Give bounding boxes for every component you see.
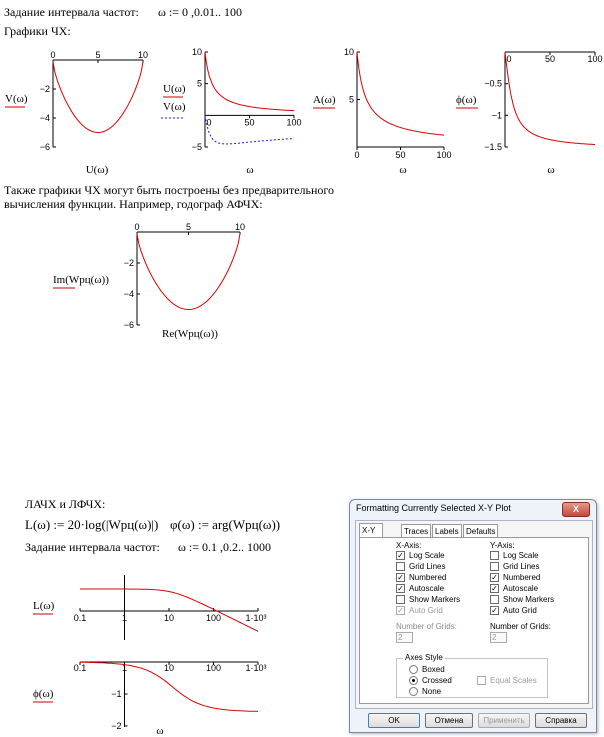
p4-ytick-label: −1: [491, 110, 502, 121]
p2-xtick-label: 100: [286, 117, 302, 128]
x-opt-label: Show Markers: [409, 595, 461, 604]
p5-ylabel: Im(Wpц(ω)): [53, 274, 109, 286]
x-opt-show-markers-checkbox[interactable]: [396, 595, 460, 604]
x-opt-box[interactable]: ✓: [397, 606, 404, 616]
format-plot-dialog: [349, 499, 597, 733]
p5-ytick-label: −2: [123, 258, 134, 268]
p5-xlabel: Re(Wpц(ω)): [162, 328, 218, 340]
radio-none-label: None: [422, 687, 442, 696]
p4-curve: [505, 52, 595, 145]
cancel-button[interactable]: Отмена: [425, 713, 473, 728]
p2-curve-U: [205, 52, 294, 111]
p7-ylabel: ϕ(ω): [33, 688, 54, 700]
y-opt-box[interactable]: [490, 595, 499, 604]
p7-xlabel: ω: [156, 725, 164, 737]
equal-scales-box[interactable]: [477, 676, 486, 685]
x-opt-box[interactable]: [396, 562, 405, 571]
axes-style-label: Axes Style: [405, 653, 443, 662]
p6-xtick-label: 100: [205, 613, 222, 623]
y-axis-title: Y-Axis:: [490, 541, 515, 550]
y-opt-label: Auto Grid: [503, 606, 537, 615]
p6-xtick-label: 0.1: [73, 613, 87, 623]
p3-xtick-label: 100: [436, 150, 452, 160]
y-opt-box[interactable]: ✓: [491, 573, 498, 583]
y-opt-label: Grid Lines: [503, 562, 540, 571]
p7-xtick-label: 1: [121, 663, 128, 673]
xy-axes-panel: [359, 537, 589, 704]
graphs-title: Графики ЧХ:: [4, 24, 71, 38]
p2-ytick-label: 5: [196, 78, 202, 89]
p1-ytick-label: −4: [39, 113, 50, 123]
p2-ytick-label: −5: [191, 142, 202, 152]
radio-boxed-dot[interactable]: [409, 665, 418, 674]
p7-ytick-label: −2: [111, 721, 122, 731]
y-opt-numbered-checkbox[interactable]: [490, 573, 540, 582]
p5-xtick-label: 10: [234, 222, 246, 232]
also-text-2: вычисления функции. Например, годограф АФЧХ:: [4, 197, 263, 211]
x-opt-label: Autoscale: [409, 584, 445, 593]
y-opt-log-scale-checkbox[interactable]: [490, 551, 539, 560]
p5-curve: [137, 234, 240, 310]
phi-definition: φ(ω) := arg(Wpц(ω)): [170, 517, 281, 532]
y-opt-box[interactable]: ✓: [491, 606, 498, 616]
p1-ylabel: V(ω): [5, 93, 28, 105]
close-icon[interactable]: X: [562, 502, 590, 517]
x-opt-grid-lines-checkbox[interactable]: [396, 562, 445, 571]
p4-xtick-label: 50: [544, 54, 556, 64]
y-num-grids-label: Number of Grids:: [490, 622, 551, 631]
p7-xtick-label: 1·10³: [245, 663, 267, 673]
x-opt-box[interactable]: ✓: [397, 551, 404, 561]
lachx-title: ЛАЧХ и ЛФЧХ:: [25, 497, 106, 511]
radio-crossed-dot[interactable]: [409, 676, 418, 685]
p4-ytick-label: −1.5: [484, 142, 502, 152]
p5-ytick-label: −4: [123, 289, 134, 299]
freq-interval-label: Задание интервала частот:: [4, 5, 139, 19]
x-opt-box[interactable]: [396, 595, 405, 604]
p3-xtick-label: 0: [354, 150, 360, 160]
y-opt-show-markers-checkbox[interactable]: [490, 595, 554, 604]
p4-xtick-label: 100: [587, 54, 603, 64]
p3-ytick-label: 5: [348, 94, 354, 105]
p4-xtick-label: 0: [506, 54, 512, 64]
p2-ylabel-U: U(ω): [163, 83, 186, 95]
radio-none[interactable]: [409, 687, 441, 696]
p2-ytick-label: 10: [191, 47, 202, 57]
p5-xtick-label: 5: [185, 222, 192, 232]
p1-curve: [53, 62, 143, 133]
x-opt-autoscale-checkbox[interactable]: [396, 584, 444, 593]
p1-ytick-label: −6: [39, 142, 50, 152]
y-opt-auto-grid-checkbox[interactable]: [490, 606, 537, 615]
p2-xtick-label: 50: [244, 117, 255, 128]
tab-xy-axes[interactable]: X-Y: [359, 523, 383, 538]
p7-xtick-label: 0.1: [73, 663, 87, 673]
x-opt-auto-grid-checkbox[interactable]: [396, 606, 443, 615]
equal-scales-checkbox[interactable]: [477, 676, 537, 685]
p5-xtick-label: 0: [134, 222, 140, 232]
p6-ylabel: L(ω): [33, 600, 55, 612]
x-num-grids-label: Number of Grids:: [396, 622, 457, 631]
p3-xtick-label: 50: [395, 150, 406, 160]
tab-labels[interactable]: Labels: [432, 524, 462, 538]
axes-style-group: [396, 653, 548, 698]
radio-none-dot[interactable]: [409, 687, 418, 696]
y-opt-box[interactable]: [490, 551, 499, 560]
p6-xtick-label: 10: [163, 613, 175, 623]
p2-xlabel: ω: [246, 164, 254, 176]
radio-boxed-label: Boxed: [422, 665, 445, 674]
freq-interval-expr: ω := 0 ,0.01.. 100: [158, 5, 242, 19]
tab-traces[interactable]: Traces: [401, 524, 431, 538]
y-opt-label: Autoscale: [503, 584, 539, 593]
x-opt-numbered-checkbox[interactable]: [396, 573, 446, 582]
p3-xlabel: ω: [399, 164, 407, 176]
radio-crossed[interactable]: [409, 676, 452, 685]
p6-xtick-label: 1·10³: [245, 613, 267, 623]
x-opt-box[interactable]: ✓: [397, 584, 404, 594]
p1-xtick-label: 0: [50, 50, 56, 60]
p3-curve: [357, 52, 444, 135]
x-axis-title: X-Axis:: [396, 541, 422, 550]
y-opt-label: Show Markers: [503, 595, 555, 604]
y-opt-box[interactable]: [490, 562, 499, 571]
y-opt-label: Numbered: [503, 573, 541, 582]
x-opt-label: Auto Grid: [409, 606, 443, 615]
y-opt-grid-lines-checkbox[interactable]: [490, 562, 539, 571]
p7-ytick-label: −1: [111, 689, 122, 699]
y-opt-autoscale-checkbox[interactable]: [490, 584, 538, 593]
apply-button[interactable]: Применить: [478, 713, 530, 728]
y-opt-label: Log Scale: [503, 551, 539, 560]
p4-ytick-label: −0.5: [484, 78, 502, 89]
p5-ytick-label: −6: [123, 320, 134, 330]
y-opt-box[interactable]: ✓: [491, 584, 498, 594]
x-opt-log-scale-checkbox[interactable]: [396, 551, 445, 560]
p1-xtick-label: 5: [95, 50, 101, 60]
p7-xtick-label: 100: [205, 663, 222, 673]
dialog-title: Formatting Currently Selected X-Y Plot: [356, 503, 511, 513]
freq-interval-expr-2: ω := 0.1 ,0.2.. 1000: [178, 540, 271, 554]
p4-ylabel: ϕ(ω): [456, 94, 477, 106]
radio-crossed-label: Crossed: [422, 676, 452, 685]
L-definition: L(ω) := 20·log(|Wpц(ω)|): [25, 517, 159, 532]
p3-ylabel: A(ω): [313, 94, 336, 106]
help-button[interactable]: Справка: [535, 713, 587, 728]
x-opt-label: Grid Lines: [409, 562, 446, 571]
tab-defaults[interactable]: Defaults: [463, 524, 498, 538]
equal-scales-label: Equal Scales: [490, 676, 537, 685]
freq-interval-label-2: Задание интервала частот:: [25, 540, 160, 554]
ok-button[interactable]: OK: [368, 713, 420, 728]
p6-xtick-label: 1: [121, 613, 128, 623]
p1-ytick-label: −2: [39, 84, 50, 94]
p2-ylabel-V: V(ω): [163, 101, 186, 113]
also-text-1: Также графики ЧХ могут быть построены без предварительного: [4, 183, 335, 197]
x-num-grids-field[interactable]: 2: [396, 632, 413, 643]
p3-ytick-label: 10: [343, 47, 354, 57]
p1-xlabel: U(ω): [85, 164, 109, 176]
x-opt-label: Log Scale: [409, 551, 445, 560]
x-opt-label: Numbered: [409, 573, 447, 582]
p4-xlabel: ω: [547, 164, 555, 176]
radio-boxed[interactable]: [409, 665, 445, 674]
p2-xtick-label: 0: [206, 117, 212, 128]
p1-xtick-label: 10: [137, 50, 149, 60]
y-num-grids-field[interactable]: 2: [490, 632, 507, 643]
x-opt-box[interactable]: ✓: [397, 573, 404, 583]
p7-xtick-label: 10: [163, 663, 175, 673]
